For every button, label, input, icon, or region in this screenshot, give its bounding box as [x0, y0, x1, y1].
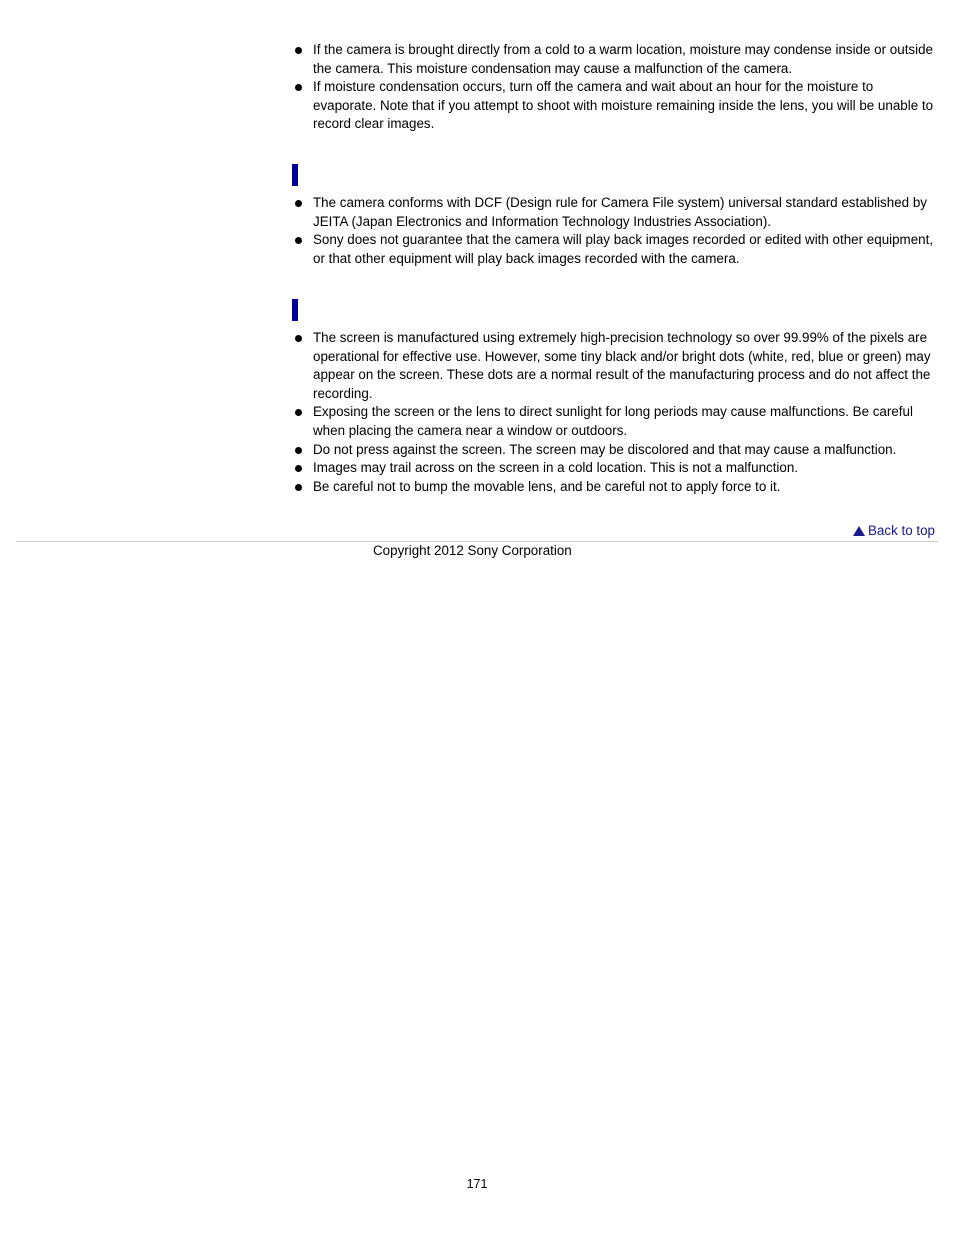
list-item: The screen is manufactured using extremely high-precision technology so over 99.99% of the pixels are operational for effective use. However, some tiny black and/or bright dots (white, red, blue or green) may appear on the screen. These dots are a normal result of the manufacturing process and do not affect the recording.: [292, 329, 938, 403]
copyright-text: Copyright 2012 Sony Corporation: [373, 543, 572, 558]
bullet-list-moisture: [292, 41, 938, 134]
triangle-up-icon: [853, 526, 865, 536]
section-compatibility: [292, 194, 938, 268]
section-moisture: [292, 41, 938, 134]
section-heading-bar: [292, 164, 298, 186]
list-item: The camera conforms with DCF (Design rule for Camera File system) universal standard established by JEITA (Japan Electronics and Information Technology Industries Association).: [292, 194, 938, 231]
back-to-top-link[interactable]: [853, 523, 935, 538]
bullet-list-compatibility: [292, 194, 938, 268]
list-item: If the camera is brought directly from a cold to a warm location, moisture may condense inside or outside the camera. This moisture condensation may cause a malfunction of the camera.: [292, 41, 938, 78]
section-heading-bar: [292, 299, 298, 321]
page-number: 171: [466, 1177, 488, 1191]
list-item: Sony does not guarantee that the camera will play back images recorded or edited with other equipment, or that other equipment will play back images recorded with the camera.: [292, 231, 938, 268]
back-to-top-label: Back to top: [868, 523, 935, 538]
list-item: If moisture condensation occurs, turn off the camera and wait about an hour for the moisture to evaporate. Note that if you attempt to shoot with moisture remaining inside the lens, you will be unable to record clear images.: [292, 78, 938, 134]
section-screen: [292, 329, 938, 496]
list-item: Do not press against the screen. The screen may be discolored and that may cause a malfunction.: [292, 441, 938, 460]
list-item: Be careful not to bump the movable lens, and be careful not to apply force to it.: [292, 478, 938, 497]
list-item: Exposing the screen or the lens to direct sunlight for long periods may cause malfunctions. Be careful when placing the camera near a window or outdoors.: [292, 403, 938, 440]
bullet-list-screen: [292, 329, 938, 496]
list-item: Images may trail across on the screen in a cold location. This is not a malfunction.: [292, 459, 938, 478]
